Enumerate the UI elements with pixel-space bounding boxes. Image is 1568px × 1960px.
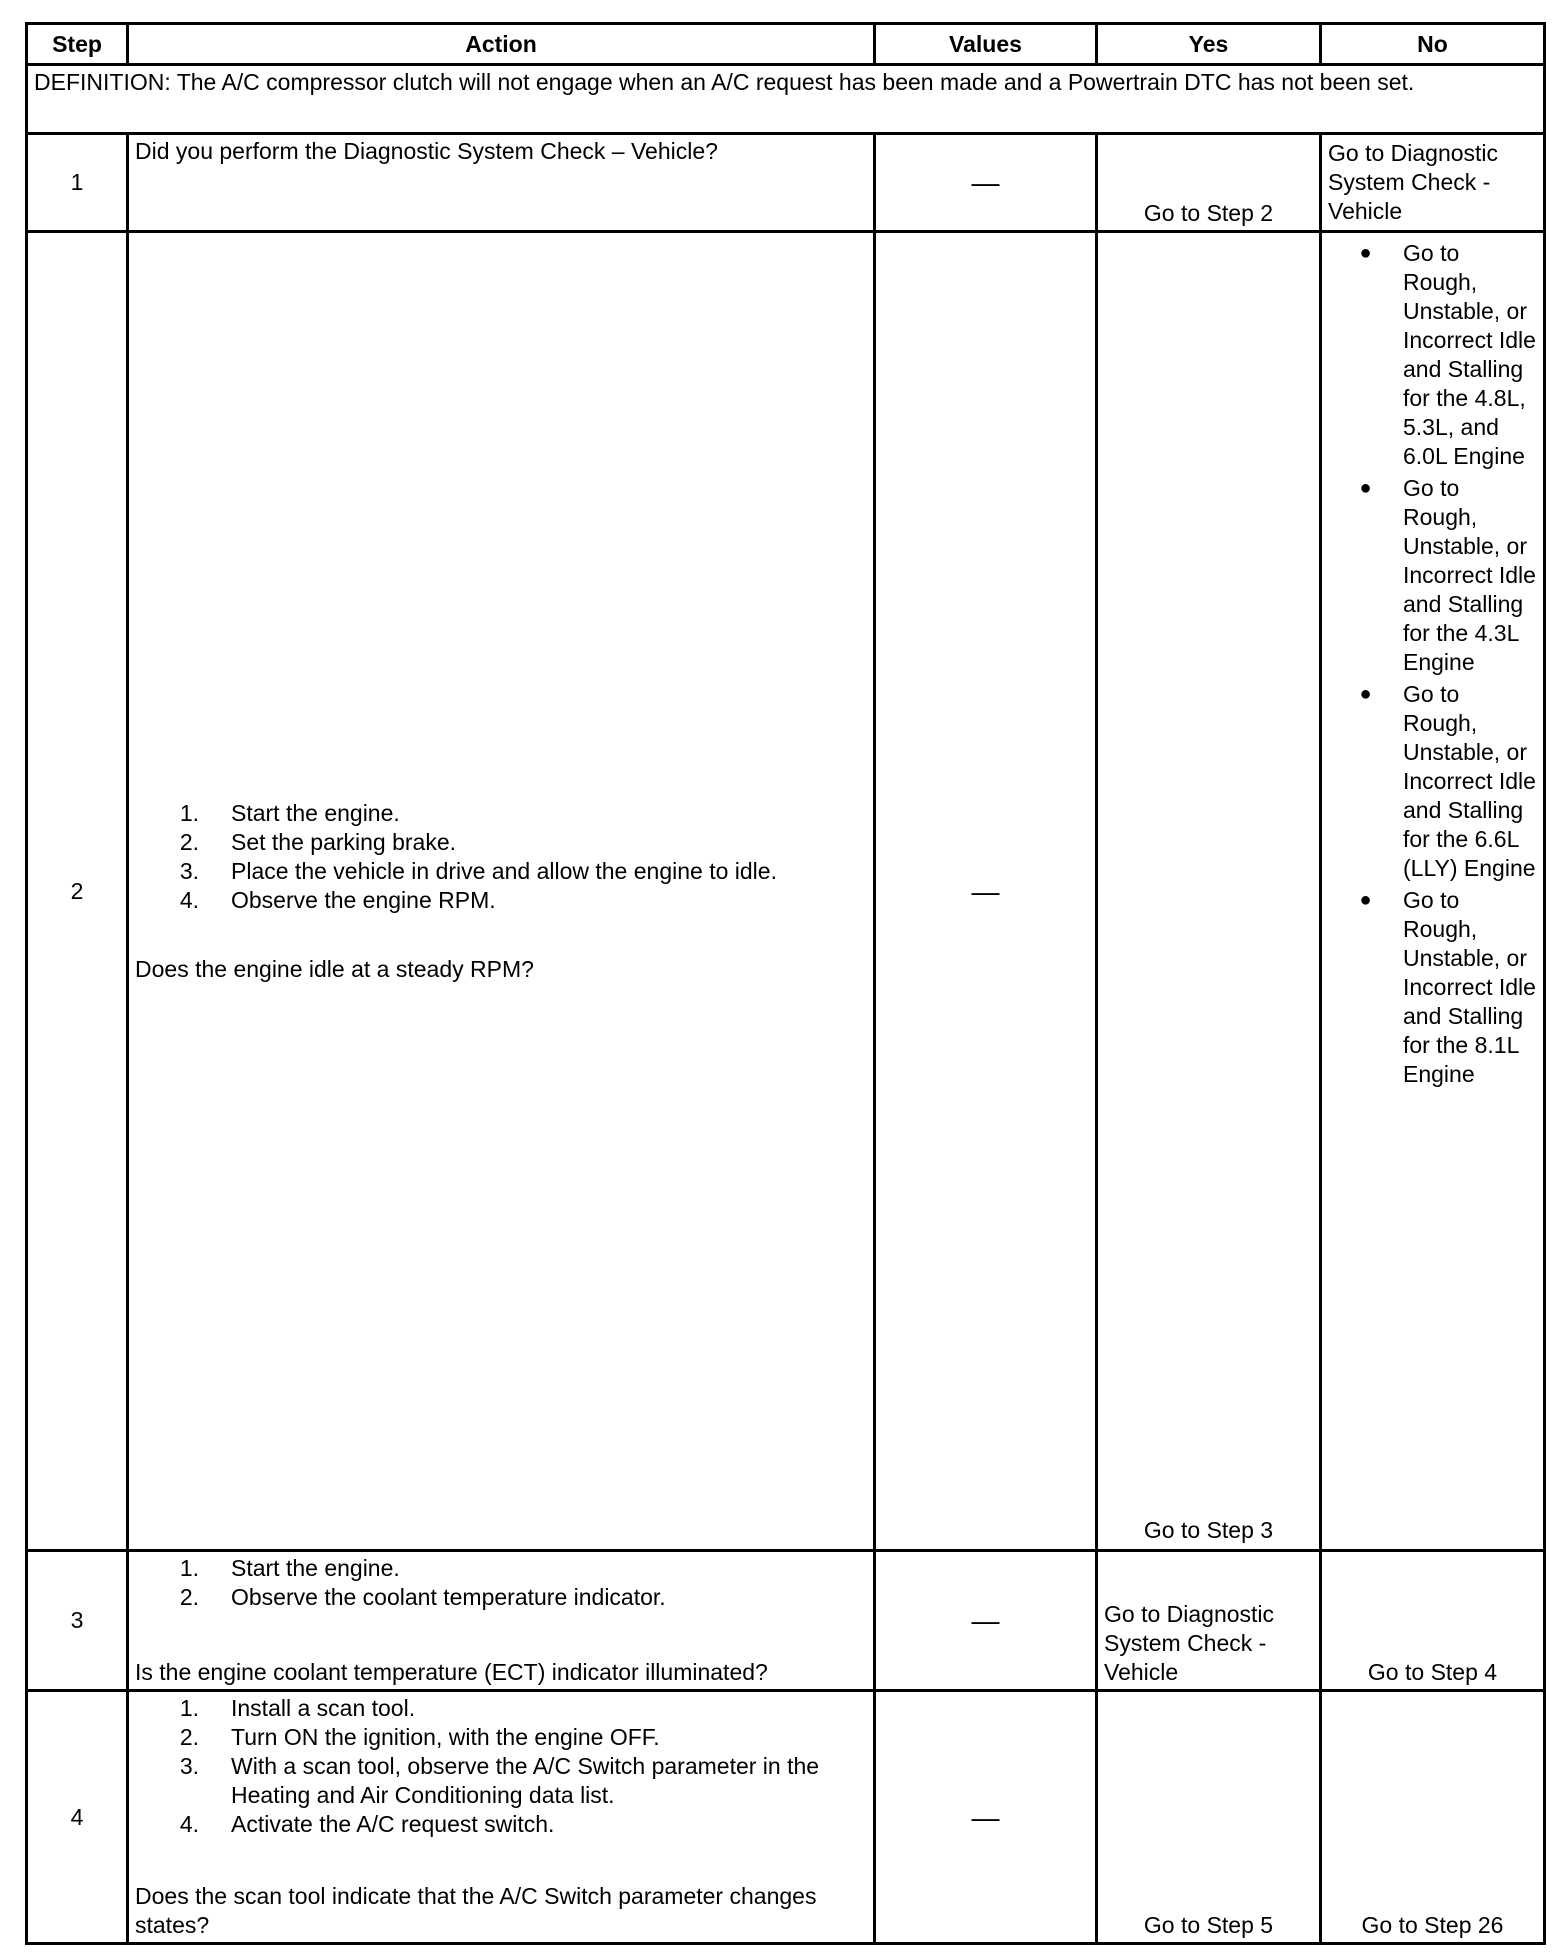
values-cell: — xyxy=(875,232,1097,1551)
table-row xyxy=(27,1691,1545,1944)
bullet-icon: ● xyxy=(1359,889,1372,911)
list-item: 2. Observe the coolant temperature indicator. xyxy=(179,1584,666,1610)
yes-cell xyxy=(1097,232,1321,1551)
bullet-icon: ● xyxy=(1359,242,1372,264)
bullet-icon: ● xyxy=(1359,477,1372,499)
list-item[interactable]: ● Go to Rough, Unstable, or Incorrect Idle and Stalling for the 4.8L, 5.3L, and 6.0L Engine xyxy=(1328,239,1537,471)
list-item[interactable]: ● Go to Rough, Unstable, or Incorrect Idle and Stalling for the 4.3L Engine xyxy=(1328,474,1537,677)
header-action: Action xyxy=(128,24,875,65)
action-cell xyxy=(128,1691,875,1944)
header-row xyxy=(27,24,1545,65)
no-link[interactable]: Go to Diagnostic System Check - Vehicle xyxy=(1328,140,1499,224)
list-item: 3. Place the vehicle in drive and allow the engine to idle. xyxy=(179,857,777,884)
list-item: 2. Set the parking brake. xyxy=(179,828,457,855)
list-item[interactable]: ● Go to Rough, Unstable, or Incorrect Idle and Stalling for the 8.1L Engine xyxy=(1328,886,1537,1089)
table-row xyxy=(27,1551,1545,1691)
yes-link[interactable]: Go to Step 2 xyxy=(1143,200,1274,226)
step-number: 1 xyxy=(27,134,128,232)
no-link[interactable]: Go to Step 26 xyxy=(1361,1912,1504,1938)
table-row xyxy=(27,134,1545,232)
step-number: 3 xyxy=(27,1551,128,1691)
definition-text: DEFINITION: The A/C compressor clutch will not engage when an A/C request has been made and a Powertrain DTC has not been set. xyxy=(27,65,1545,134)
yes-cell xyxy=(1097,1551,1321,1691)
list-item: 4. Activate the A/C request switch. xyxy=(179,1811,555,1837)
action-question: Is the engine coolant temperature (ECT) indicator illuminated? xyxy=(135,1659,768,1685)
diagnostic-table xyxy=(25,22,1546,1945)
action-question: Did you perform the Diagnostic System Check – Vehicle? xyxy=(128,134,875,232)
action-steps xyxy=(135,799,867,915)
bullet-icon: ● xyxy=(1359,683,1372,705)
yes-link[interactable]: Go to Step 3 xyxy=(1143,1517,1274,1543)
list-item: 2. Turn ON the ignition, with the engine OFF. xyxy=(179,1724,660,1750)
no-cell xyxy=(1321,1551,1545,1691)
action-question: Does the scan tool indicate that the A/C Switch parameter changes states? xyxy=(135,1883,817,1938)
header-yes: Yes xyxy=(1097,24,1321,65)
no-cell xyxy=(1321,1691,1545,1944)
list-item[interactable]: ● Go to Rough, Unstable, or Incorrect Idle and Stalling for the 6.6L (LLY) Engine xyxy=(1328,680,1537,883)
table-row xyxy=(27,232,1545,1551)
list-item: 3. With a scan tool, observe the A/C Switch parameter in the Heating and Air Conditioning data list. xyxy=(179,1753,820,1808)
action-steps xyxy=(135,1694,867,1839)
no-cell xyxy=(1321,134,1545,232)
header-values: Values xyxy=(875,24,1097,65)
action-steps xyxy=(135,1554,867,1612)
step-number: 4 xyxy=(27,1691,128,1944)
list-item: 1. Start the engine. xyxy=(179,1555,400,1581)
yes-cell xyxy=(1097,134,1321,232)
yes-link[interactable]: Go to Step 5 xyxy=(1143,1912,1274,1938)
no-link[interactable]: Go to Step 4 xyxy=(1367,1659,1498,1685)
no-link-list xyxy=(1328,239,1537,1089)
no-cell xyxy=(1321,232,1545,1551)
values-cell: — xyxy=(875,1551,1097,1691)
action-cell xyxy=(128,1551,875,1691)
yes-cell xyxy=(1097,1691,1321,1944)
list-item: 4. Observe the engine RPM. xyxy=(179,886,496,913)
yes-link[interactable]: Go to Diagnostic System Check - Vehicle xyxy=(1104,1601,1275,1685)
header-step: Step xyxy=(27,24,128,65)
values-cell: — xyxy=(875,134,1097,232)
header-no: No xyxy=(1321,24,1545,65)
definition-row xyxy=(27,65,1545,134)
list-item: 1. Start the engine. xyxy=(179,799,400,826)
step-number: 2 xyxy=(27,232,128,1551)
values-cell: — xyxy=(875,1691,1097,1944)
action-cell xyxy=(128,232,875,1551)
list-item: 1. Install a scan tool. xyxy=(179,1695,416,1721)
action-question: Does the engine idle at a steady RPM? xyxy=(135,955,534,982)
